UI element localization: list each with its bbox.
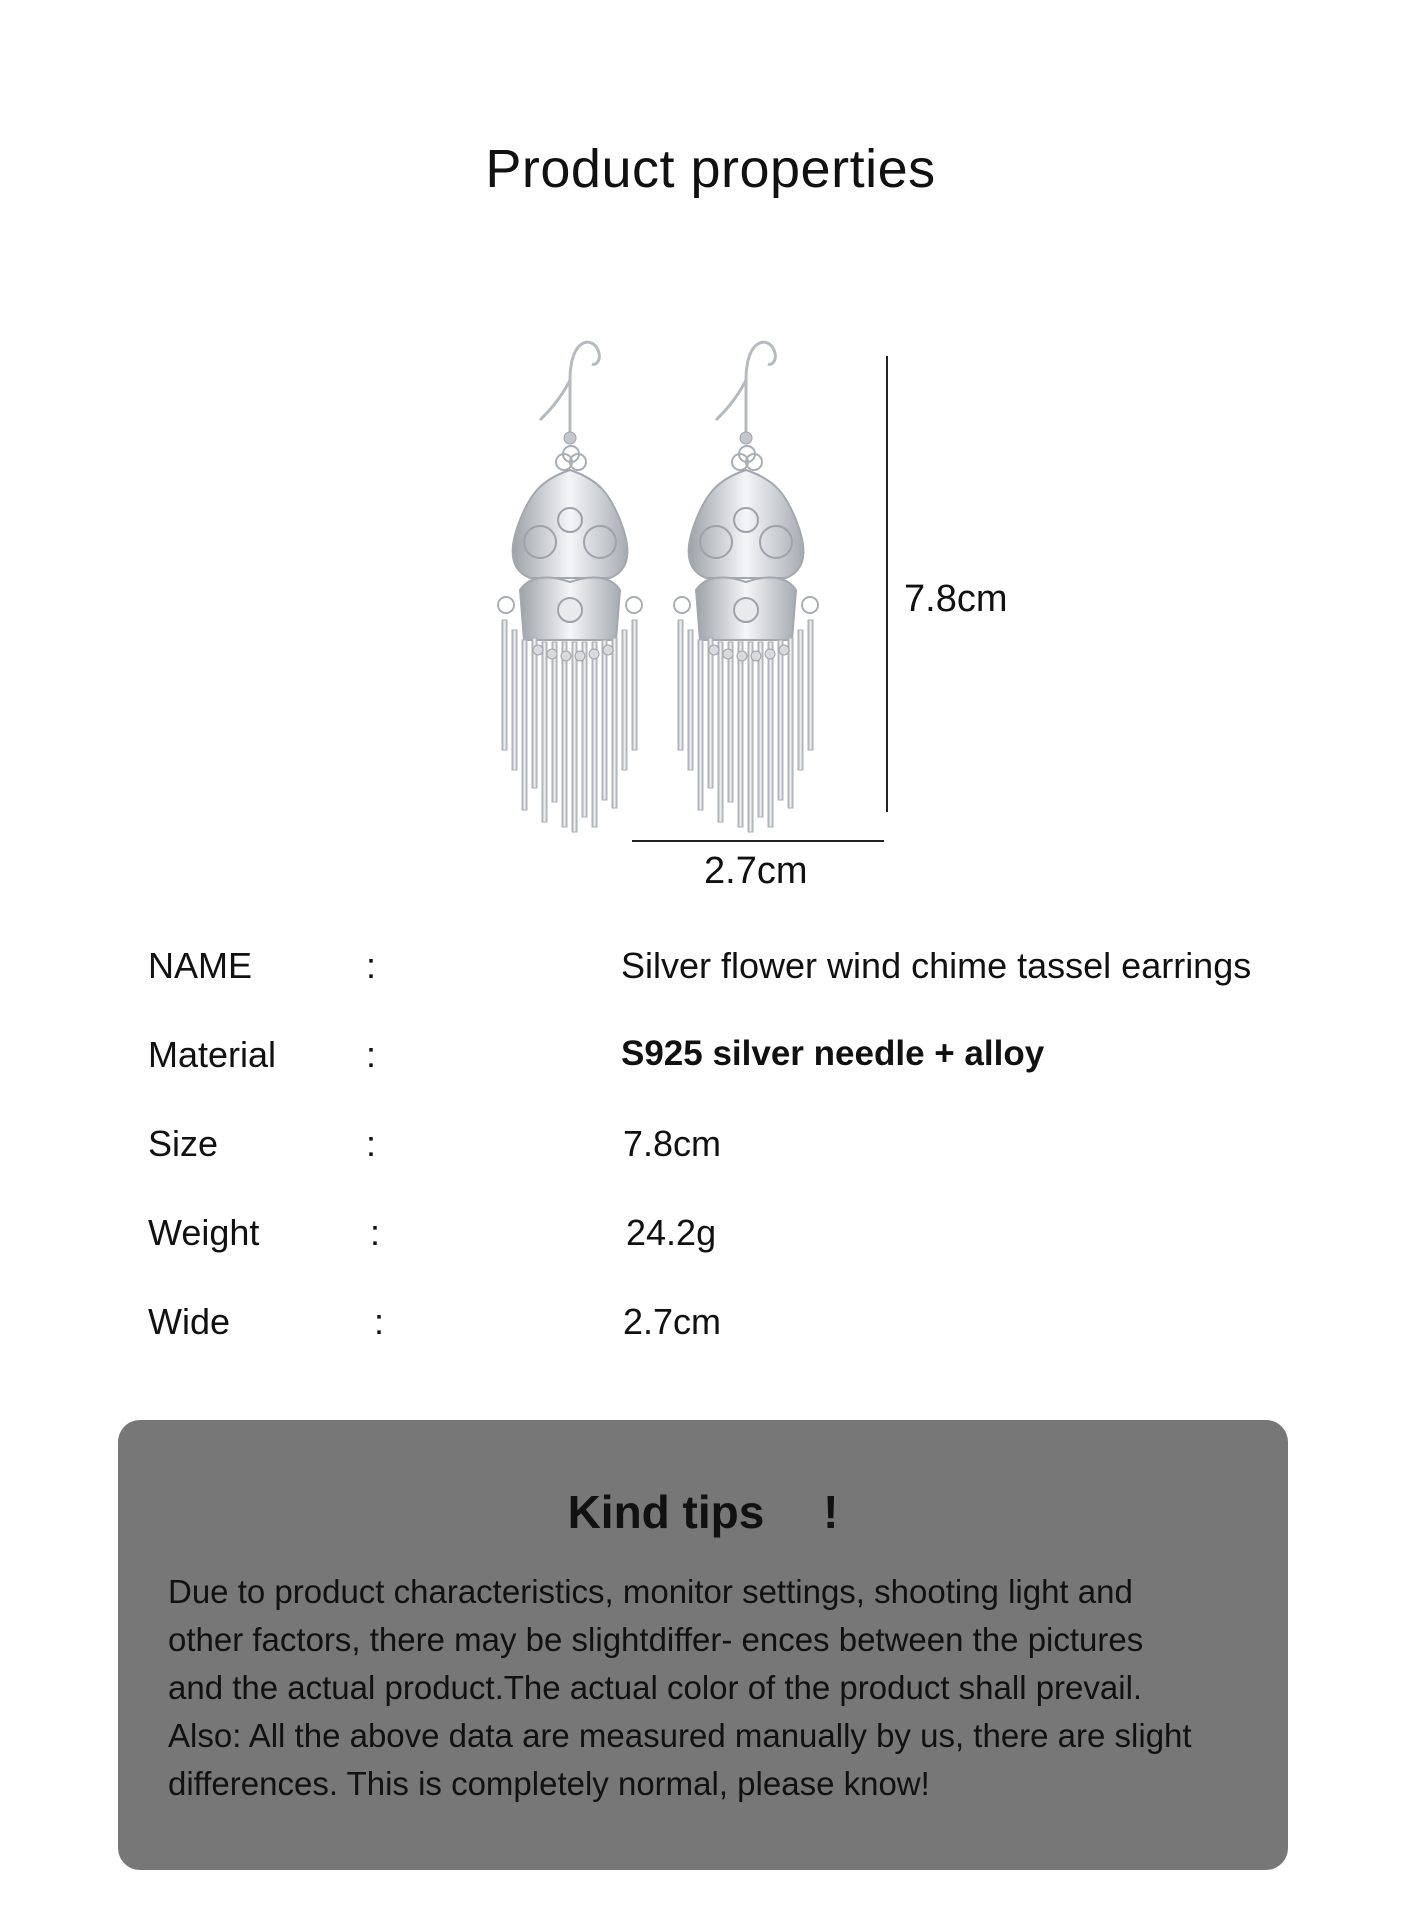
property-value: 2.7cm [623,1301,722,1342]
property-value: Silver flower wind chime tassel earrings [621,945,1252,986]
width-dimension-label: 2.7cm [704,850,808,892]
kind-tips-line: differences. This is completely normal, please know! [168,1765,930,1802]
property-key: Weight [148,1212,260,1253]
property-value: 7.8cm [623,1123,722,1164]
property-colon: : [366,945,377,986]
property-key: Size [148,1123,219,1164]
kind-tips-line: Also: All the above data are measured manually by us, there are slight [168,1717,1192,1754]
earrings-image [480,320,880,860]
property-colon: : [366,1034,377,1075]
height-dimension-label: 7.8cm [904,578,1008,620]
height-dimension-line [886,356,888,812]
property-key: Wide [148,1301,231,1342]
property-value: 24.2g [626,1212,717,1253]
page-title: Product properties [485,139,936,199]
kind-tips-body [168,1568,1258,1808]
kind-tips-line: other factors, there may be slightdiffer- ences between the pictures [168,1621,1144,1658]
property-value: S925 silver needle + alloy [621,1034,1045,1073]
property-key: NAME [148,945,253,986]
kind-tips-box [118,1420,1288,1870]
width-dimension-line [632,840,884,842]
kind-tips-line: Due to product characteristics, monitor settings, shooting light and [168,1573,1133,1610]
kind-tips-title: Kind tips ! [567,1486,839,1538]
property-key: Material [148,1034,277,1075]
property-colon: : [370,1212,381,1253]
kind-tips-line: and the actual product.The actual color of the product shall prevail. [168,1669,1143,1706]
property-colon: : [374,1301,385,1342]
property-colon: : [366,1123,377,1164]
